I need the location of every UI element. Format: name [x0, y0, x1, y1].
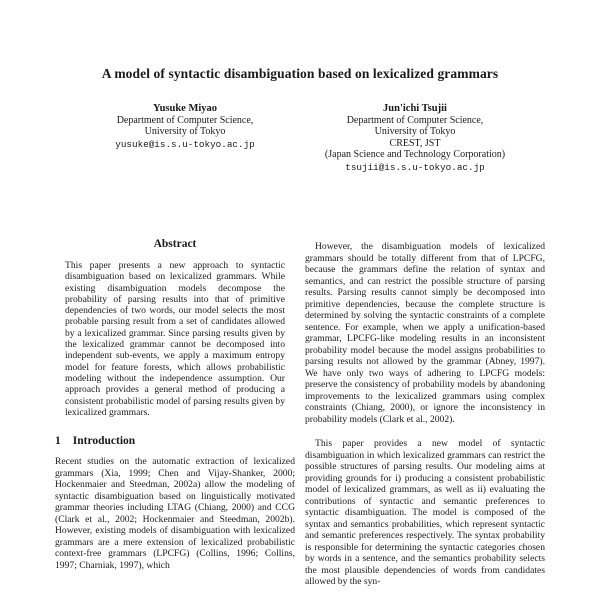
author-affiliation-line: University of Tokyo: [374, 126, 456, 138]
author-email: tsujii@is.s.u-tokyo.ac.jp: [345, 161, 485, 173]
author-affiliation-line: (Japan Science and Technology Corporation): [324, 149, 506, 161]
right-column: [305, 238, 545, 588]
section-heading-label: Introduction: [72, 435, 136, 448]
author-affiliation-line: CREST, JST: [389, 137, 441, 149]
abstract-heading: Abstract: [153, 238, 197, 250]
section-heading-introduction: [55, 435, 295, 447]
paper-title: A model of syntactic disambiguation based on lexicalized grammars: [101, 66, 499, 81]
author-affiliation-line: Department of Computer Science,: [116, 115, 254, 126]
author-affiliation-line: Department of Computer Science,: [346, 115, 484, 126]
author-block-tsujii: [290, 103, 540, 173]
author-affiliation-line: University of Tokyo: [144, 126, 226, 138]
author-email: yusuke@is.s.u-tokyo.ac.jp: [115, 138, 255, 150]
left-column: [55, 238, 295, 571]
author-name: Jun'ichi Tsujii: [383, 103, 447, 114]
body-paragraph: This paper provides a new model of syntactic disambiguation in which lexicalized grammars can restrict the possible structures of parsing results. Our modeling aims at providing grounds for i) producing a consistent probabilistic model of lexicalized grammars, as well as ii) evaluating the contributions of syntactic and semantic preferences to syntactic disambiguation. The model is composed of the syntax and semantics probabilities, which represent syntactic and semantic preferences respectively. The syntax probability is responsible for determining the syntactic categories chosen by words in a sentence, and the semantics probability selects the most plausible dependencies of words from candidates allowed by the syn-: [305, 438, 545, 587]
body-paragraph: However, the disambiguation models of lexicalized grammars should be totally different from that of LPCFG, because the grammars define the relation of syntax and semantics, and can restrict the possible structure of parsing results. Parsing results cannot simply be decomposed into primitive dependencies, because the complete structure is determined by solving the syntactic constraints of a complete sentence. For example, when we apply a unification-based grammar, LPCFG-like modeling results in an inconsistent probability model because the model assigns probabilities to parsing results not allowed by the grammar (Abney, 1997). We have only two ways of adhering to LPCFG models: preserve the consistency of probability models by abandoning improvements to the lexicalized grammars using complex constraints (Chiang, 2000), or ignore the inconsistency in probability models (Clark et al., 2002).: [305, 241, 545, 425]
introduction-paragraph: Recent studies on the automatic extraction of lexicalized grammars (Xia, 1999; Chen and Vijay-Shanker, 2000; Hockenmaier and Steedman, 2002a) allow the modeling of syntactic disambiguation based on linguistically motivated grammar theories including LTAG (Chiang, 2000) and CCG (Clark et al., 2002; Hockenmaier and Steedman, 2002b). However, existing models of disambiguation with lexicalized grammars are a mere extension of lexicalized probabilistic context-free grammars (LPCFG) (Collins, 1996; Collins, 1997; Charniak, 1997), which: [55, 456, 295, 571]
abstract-text: This paper presents a new approach to syntactic disambiguation based on lexicalized grammars. While existing disambiguation models decompose the probability of parsing results into that of primitive dependencies of two words, our model selects the most probable parsing result from a set of candidates allowed by a lexicalized grammar. Since parsing results given by the lexicalized grammar cannot be decomposed into independent sub-events, we apply a maximum entropy model for feature forests, which allows probabilistic modeling without the independence assumption. Our approach provides a general method of producing a consistent probabilistic model of parsing results given by lexicalized grammars.: [65, 260, 285, 418]
author-block-miyao: [60, 103, 310, 150]
author-name: Yusuke Miyao: [152, 103, 218, 114]
section-number: 1: [55, 435, 61, 448]
